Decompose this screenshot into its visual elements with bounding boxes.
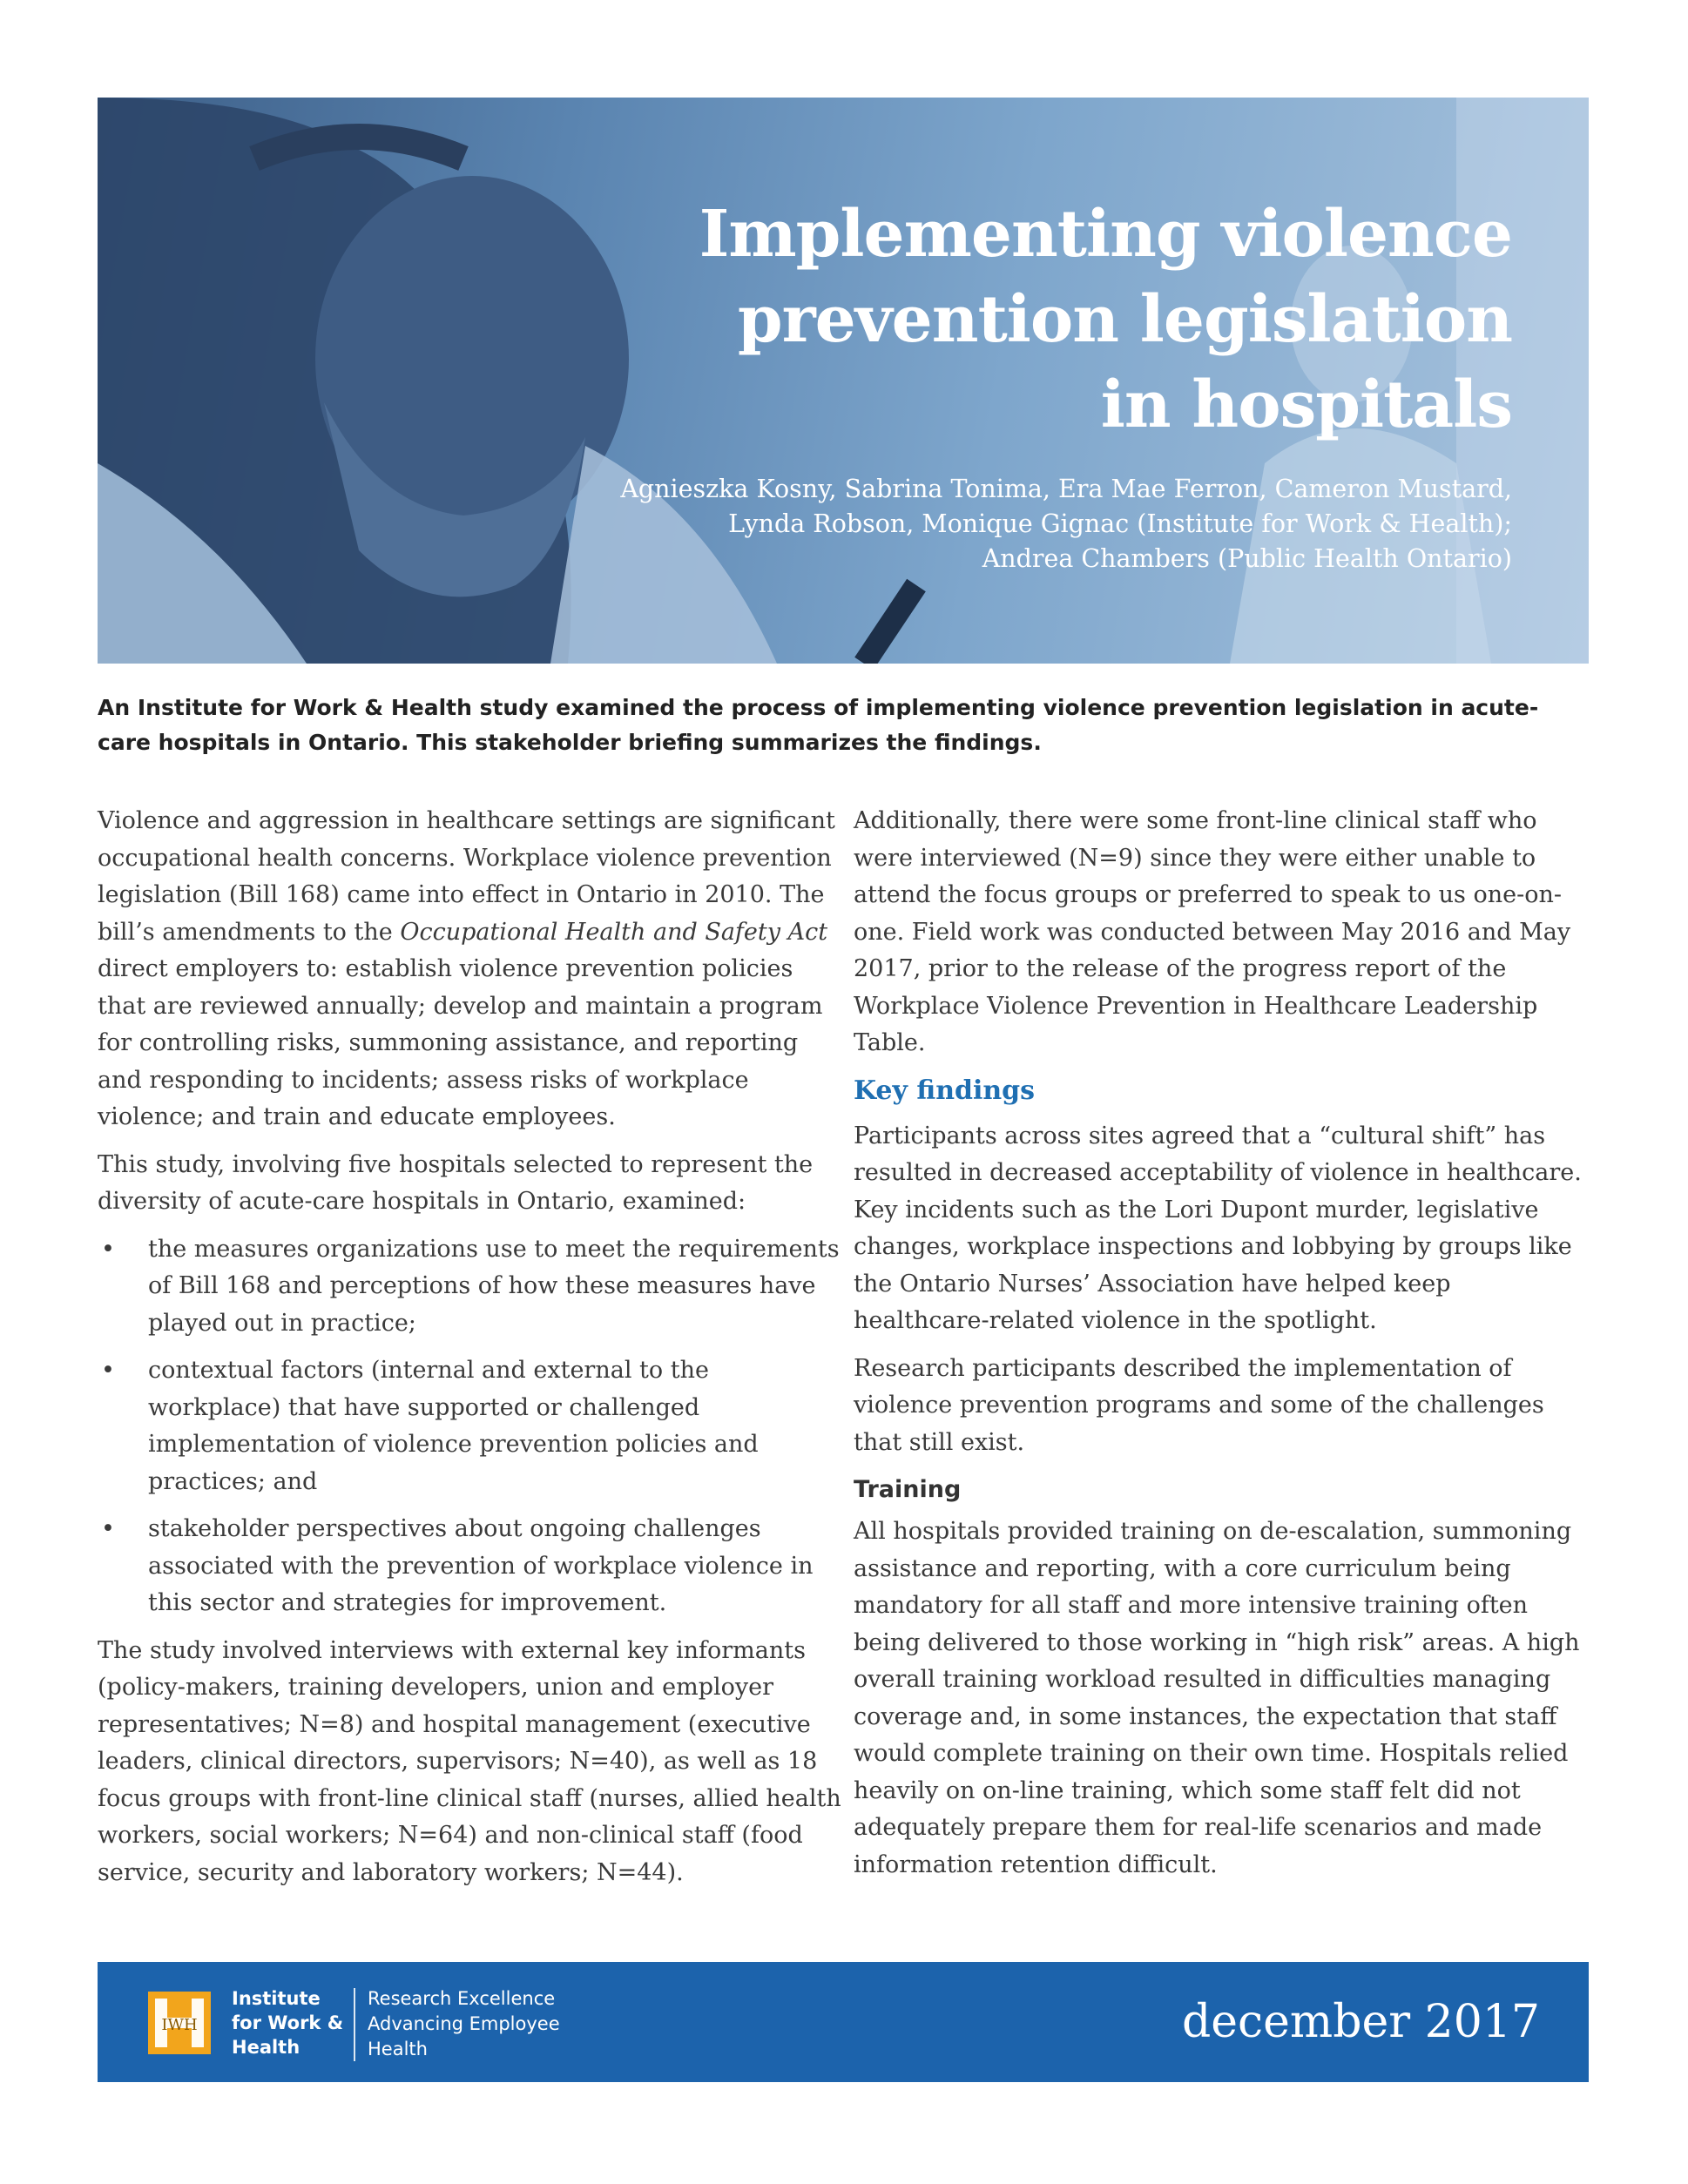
org-name [232,1986,343,2059]
bullet-icon: • [101,1235,115,1263]
paragraph-methods-continued: Additionally, there were some front-line clinical staff who were interviewed (N=9) since they were either unable to attend the focus groups or preferred to speak to us one-on-one. Field work was conducted between May 2016 and May 2017, prior to the release of the progress report of the Workplace Violence Prevention in Healthcare Leadership Table. [854,807,1571,1056]
org-tagline [368,1986,560,2062]
list-item-text: stakeholder perspectives about ongoing challenges associated with the prevention of workplace violence in this sector and strategies for improvement. [148,1515,814,1616]
org-name-line: for Work & [232,2012,344,2033]
text-run: direct employers to: establish violence prevention policies that are reviewed annually; develop and maintain a program for controlling risks, summoning assistance, and reporting and responding to incidents; assess risks of workplace violence; and train and educate employees. [98,955,823,1130]
paragraph-study-scope: This study, involving five hospitals selected to represent the diversity of acute-care hospitals in Ontario, examined: [98,1150,814,1215]
list-item [98,1352,845,1500]
title-line: prevention legislation [737,282,1512,357]
paragraph-background [98,803,845,1136]
left-column [98,803,845,1902]
document-title [554,192,1512,448]
hero-banner [98,98,1589,664]
heading-training: Training [854,1476,962,1503]
author-list [510,472,1512,576]
intro-summary: An Institute for Work & Health study examined the process of implementing violence prevention legislation in acute-care hospitals in Ontario. This stakeholder briefing summarizes the findings. [98,695,1539,755]
footer-bar [98,1962,1589,2082]
list-item [98,1511,845,1622]
paragraph-challenges: Research participants described the implementation of violence prevention programs and some of the challenges that still exist. [854,1354,1544,1456]
heading-key-findings: Key findings [854,1075,1036,1106]
org-name-line: Institute [232,1988,321,2009]
bullet-icon: • [101,1515,115,1542]
list-item-text: the measures organizations use to meet the requirements of Bill 168 and perceptions of how these measures have played out in practice; [148,1235,840,1337]
bullet-icon: • [101,1357,115,1384]
iwh-logo-mark [148,1992,211,2054]
list-item-text: contextual factors (internal and external to the workplace) that have supported or challenged implementation of violence prevention policies and practices; and [148,1357,759,1495]
tagline-line: Health [368,2039,428,2059]
tagline-line: Research Excellence [368,1988,556,2009]
author-line: Andrea Chambers (Public Health Ontario) [982,544,1512,573]
title-line: in hospitals [1100,367,1512,442]
paragraph-cultural-shift: Participants across sites agreed that a “cultural shift” has resulted in decreased acceptability of violence in healthcare. Key incidents such as the Lori Dupont murder, legislative changes, workplace inspections and lobbying by groups like the Ontario Nurses’ Association have helped keep healthcare-related violence in the spotlight. [854,1122,1582,1334]
iwh-logo-icon [148,1992,211,2054]
publication-date: december 2017 [1181,1996,1540,2048]
author-line: Lynda Robson, Monique Gignac (Institute for Work & Health); [728,509,1512,538]
text-run: Violence and aggression in healthcare settings are significant occupational health concerns. Workplace violence prevention legislation (Bill 168) came into effect in Ontario in 2010. The bill’s amendments to the [98,807,835,946]
author-line: Agnieszka Kosny, Sabrina Tonima, Era Mae Ferron, Cameron Mustard, [620,475,1512,503]
paragraph-training: All hospitals provided training on de-escalation, summoning assistance and reporting, with a core curriculum being mandatory for all staff and more intensive training often being delivered to those working in “high risk” areas. A high overall training workload resulted in difficulties managing coverage and, in some instances, the expectation that staff would complete training on their own time. Hospitals relied heavily on on-line training, which some staff felt did not adequately prepare them for real-life scenarios and made information retention difficult. [854,1518,1580,1878]
logo-mark-text: IWH [161,2016,198,2034]
logo-divider [354,1988,355,2061]
right-column [854,803,1589,1894]
org-name-line: Health [232,2037,300,2058]
act-name: Occupational Health and Safety Act [400,918,828,946]
study-aims-list [98,1231,845,1622]
title-line: Implementing violence [699,197,1512,272]
tagline-line: Advancing Employee [368,2013,560,2034]
paragraph-methods: The study involved interviews with external key informants (policy-makers, training developers, union and employer representatives; N=8) and hospital management (executive leaders, clinical directors, supervisors; N=40), as well as 18 focus groups with front-line clinical staff (nurses, allied health workers, social workers; N=64) and non-clinical staff (food service, security and laboratory workers; N=44). [98,1636,841,1886]
list-item [98,1231,845,1343]
